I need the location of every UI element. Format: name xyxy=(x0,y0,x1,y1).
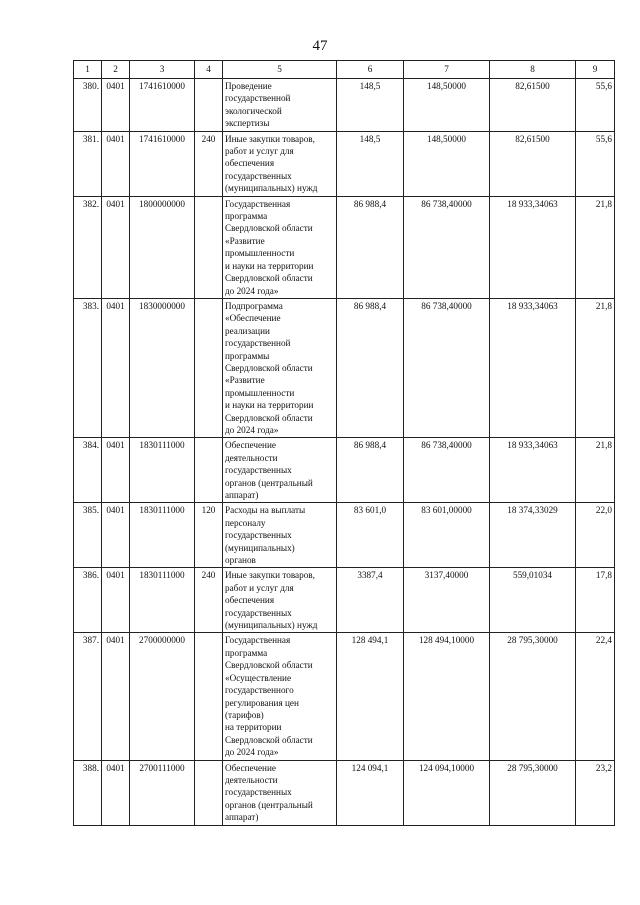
expense-type-code xyxy=(195,633,223,760)
target-code: 1830111000 xyxy=(130,503,195,568)
expense-type-code xyxy=(195,438,223,503)
table-row xyxy=(74,438,615,503)
table-row xyxy=(74,760,615,825)
table-row xyxy=(74,298,615,437)
target-code: 1800000000 xyxy=(130,196,195,298)
expense-type-code: 120 xyxy=(195,503,223,568)
execution-percent: 21,8 xyxy=(576,196,615,298)
expense-type-code xyxy=(195,298,223,437)
target-code: 1830000000 xyxy=(130,298,195,437)
budget-amount: 86 738,40000 xyxy=(404,438,490,503)
planned-amount: 86 988,4 xyxy=(337,298,404,437)
budget-amount: 148,50000 xyxy=(404,79,490,132)
execution-percent: 21,8 xyxy=(576,438,615,503)
planned-amount: 83 601,0 xyxy=(337,503,404,568)
section-code: 0401 xyxy=(102,760,130,825)
target-code: 1741610000 xyxy=(130,79,195,132)
column-header: 8 xyxy=(490,61,576,79)
row-number: 382. xyxy=(74,196,102,298)
table-row xyxy=(74,131,615,196)
executed-amount: 82,61500 xyxy=(490,79,576,132)
section-code: 0401 xyxy=(102,298,130,437)
row-number: 383. xyxy=(74,298,102,437)
item-name: Государственная программа Свердловской области «Развитие промышленности и науки на территории Свердловской области до 2024 года» xyxy=(223,196,337,298)
execution-percent: 22,4 xyxy=(576,633,615,760)
row-number: 385. xyxy=(74,503,102,568)
planned-amount: 148,5 xyxy=(337,131,404,196)
row-number: 386. xyxy=(74,568,102,633)
budget-amount: 86 738,40000 xyxy=(404,196,490,298)
section-code: 0401 xyxy=(102,568,130,633)
execution-percent: 23,2 xyxy=(576,760,615,825)
table-row xyxy=(74,79,615,132)
section-code: 0401 xyxy=(102,79,130,132)
column-header: 1 xyxy=(74,61,102,79)
budget-table xyxy=(73,60,615,826)
column-header: 2 xyxy=(102,61,130,79)
column-header: 7 xyxy=(404,61,490,79)
executed-amount: 28 795,30000 xyxy=(490,760,576,825)
target-code: 1741610000 xyxy=(130,131,195,196)
row-number: 387. xyxy=(74,633,102,760)
column-header: 9 xyxy=(576,61,615,79)
table-row xyxy=(74,196,615,298)
executed-amount: 18 933,34063 xyxy=(490,438,576,503)
page-number: 47 xyxy=(312,38,328,54)
item-name: Иные закупки товаров, работ и услуг для обеспечения государственных (муниципальных) нужд xyxy=(223,131,337,196)
planned-amount: 86 988,4 xyxy=(337,438,404,503)
row-number: 381. xyxy=(74,131,102,196)
expense-type-code: 240 xyxy=(195,568,223,633)
executed-amount: 18 374,33029 xyxy=(490,503,576,568)
budget-amount: 124 094,10000 xyxy=(404,760,490,825)
item-name: Обеспечение деятельности государственных органов (центральный аппарат) xyxy=(223,760,337,825)
planned-amount: 3387,4 xyxy=(337,568,404,633)
planned-amount: 128 494,1 xyxy=(337,633,404,760)
expense-type-code xyxy=(195,760,223,825)
column-header: 6 xyxy=(337,61,404,79)
item-name: Расходы на выплаты персоналу государственных (муниципальных) органов xyxy=(223,503,337,568)
planned-amount: 86 988,4 xyxy=(337,196,404,298)
section-code: 0401 xyxy=(102,438,130,503)
expense-type-code xyxy=(195,196,223,298)
column-header: 4 xyxy=(195,61,223,79)
executed-amount: 18 933,34063 xyxy=(490,196,576,298)
execution-percent: 17,8 xyxy=(576,568,615,633)
budget-amount: 148,50000 xyxy=(404,131,490,196)
table-row xyxy=(74,633,615,760)
execution-percent: 22,0 xyxy=(576,503,615,568)
column-header: 3 xyxy=(130,61,195,79)
executed-amount: 18 933,34063 xyxy=(490,298,576,437)
table-row xyxy=(74,503,615,568)
section-code: 0401 xyxy=(102,503,130,568)
planned-amount: 124 094,1 xyxy=(337,760,404,825)
section-code: 0401 xyxy=(102,196,130,298)
budget-amount: 83 601,00000 xyxy=(404,503,490,568)
item-name: Обеспечение деятельности государственных органов (центральный аппарат) xyxy=(223,438,337,503)
execution-percent: 21,8 xyxy=(576,298,615,437)
target-code: 1830111000 xyxy=(130,568,195,633)
executed-amount: 82,61500 xyxy=(490,131,576,196)
executed-amount: 28 795,30000 xyxy=(490,633,576,760)
budget-amount: 86 738,40000 xyxy=(404,298,490,437)
expense-type-code xyxy=(195,79,223,132)
execution-percent: 55,6 xyxy=(576,131,615,196)
column-header: 5 xyxy=(223,61,337,79)
budget-amount: 128 494,10000 xyxy=(404,633,490,760)
row-number: 388. xyxy=(74,760,102,825)
header-row xyxy=(74,61,615,79)
execution-percent: 55,6 xyxy=(576,79,615,132)
budget-amount: 3137,40000 xyxy=(404,568,490,633)
planned-amount: 148,5 xyxy=(337,79,404,132)
row-number: 380. xyxy=(74,79,102,132)
item-name: Иные закупки товаров, работ и услуг для обеспечения государственных (муниципальных) нужд xyxy=(223,568,337,633)
item-name: Подпрограмма «Обеспечение реализации государственной программы Свердловской области «Развитие промышленности и науки на территории Свердловской области до 2024 года» xyxy=(223,298,337,437)
item-name: Государственная программа Свердловской области «Осуществление государственного регулирования цен (тарифов) на территории Свердловской области до 2024 года» xyxy=(223,633,337,760)
executed-amount: 559,01034 xyxy=(490,568,576,633)
target-code: 2700000000 xyxy=(130,633,195,760)
section-code: 0401 xyxy=(102,131,130,196)
section-code: 0401 xyxy=(102,633,130,760)
item-name: Проведение государственной экологической экспертизы xyxy=(223,79,337,132)
expense-type-code: 240 xyxy=(195,131,223,196)
row-number: 384. xyxy=(74,438,102,503)
table-row xyxy=(74,568,615,633)
target-code: 1830111000 xyxy=(130,438,195,503)
target-code: 2700111000 xyxy=(130,760,195,825)
